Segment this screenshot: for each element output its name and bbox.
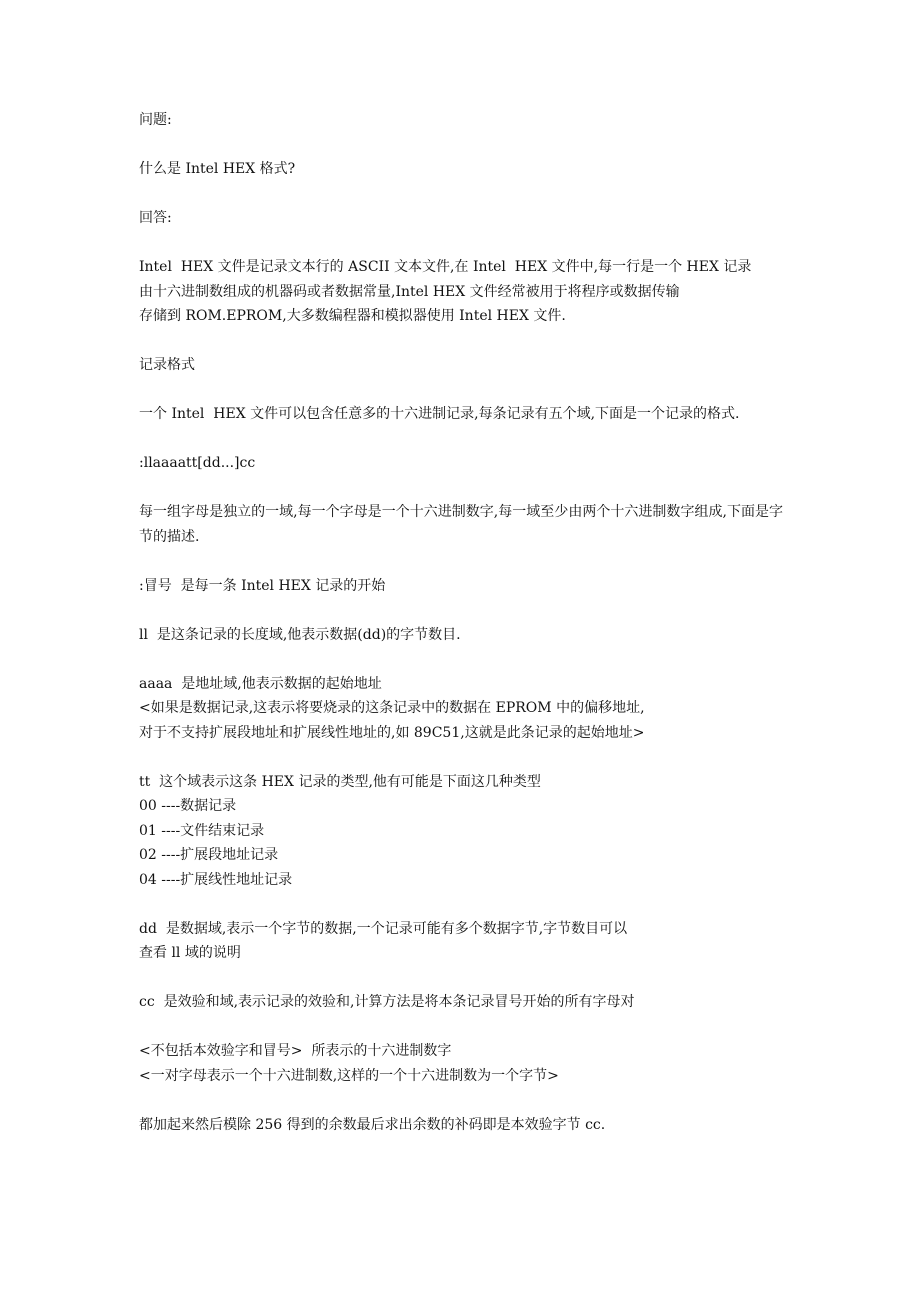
answer-label: 回答:	[139, 210, 172, 226]
dd-field-line-1: dd 是数据域,表示一个字节的数据,一个记录可能有多个数据字节,字节数目可以	[139, 920, 628, 937]
cc-field-line-3: <一对字母表示一个十六进制数,这样的一个十六进制数为一个字节>	[139, 1067, 559, 1084]
cc-field-line-4: 都加起来然后模除 256 得到的余数最后求出余数的补码即是本效验字节 cc.	[139, 1116, 606, 1133]
cc-field-line-2: <不包括本效验字和冒号> 所表示的十六进制数字	[139, 1043, 452, 1059]
aaaa-field-line-3: 对于不支持扩展段地址和扩展线性地址的,如 89C51,这就是此条记录的起始地址>	[139, 724, 645, 741]
intro-line-2: 由十六进制数组成的机器码或者数据常量,Intel HEX 文件经常被用于将程序或数据传输	[139, 283, 680, 300]
intro-line-1: Intel HEX 文件是记录文本行的 ASCII 文本文件,在 Intel HEX 文件中,每一行是一个 HEX 记录	[139, 259, 752, 275]
record-format-description: 一个 Intel HEX 文件可以包含任意多的十六进制记录,每条记录有五个域,下面是一个记录的格式.	[139, 406, 740, 422]
aaaa-field-line-2: <如果是数据记录,这表示将要烧录的这条记录中的数据在 EPROM 中的偏移地址,	[139, 700, 645, 716]
tt-type-02: 02 ----扩展段地址记录	[139, 847, 279, 863]
dd-field-line-2: 查看 ll 域的说明	[139, 945, 241, 961]
tt-type-01: 01 ----文件结束记录	[139, 822, 265, 839]
aaaa-field-line-1: aaaa 是地址域,他表示数据的起始地址	[139, 675, 382, 692]
fields-description: 每一组字母是独立的一域,每一个字母是一个十六进制数字,每一域至少由两个十六进制数字组成,下面是字节的描述.	[139, 504, 783, 545]
tt-type-04: 04 ----扩展线性地址记录	[139, 871, 293, 888]
document-body	[139, 108, 783, 1137]
cc-field-line-1: cc 是效验和域,表示记录的效验和,计算方法是将本条记录冒号开始的所有字母对	[139, 994, 635, 1010]
record-format-heading: 记录格式	[139, 357, 195, 373]
colon-field-description: :冒号 是每一条 Intel HEX 记录的开始	[139, 577, 386, 594]
ll-field-description: ll 是这条记录的长度域,他表示数据(dd)的字节数目.	[139, 626, 461, 643]
record-template: :llaaaatt[dd...]cc	[139, 455, 256, 471]
tt-type-00: 00 ----数据记录	[139, 798, 237, 814]
intro-line-3: 存储到 ROM.EPROM,大多数编程器和模拟器使用 Intel HEX 文件.	[139, 308, 566, 324]
question-text: 什么是 Intel HEX 格式?	[139, 161, 296, 177]
tt-field-line-1: tt 这个域表示这条 HEX 记录的类型,他有可能是下面这几种类型	[139, 773, 541, 790]
question-label: 问题:	[139, 112, 172, 128]
